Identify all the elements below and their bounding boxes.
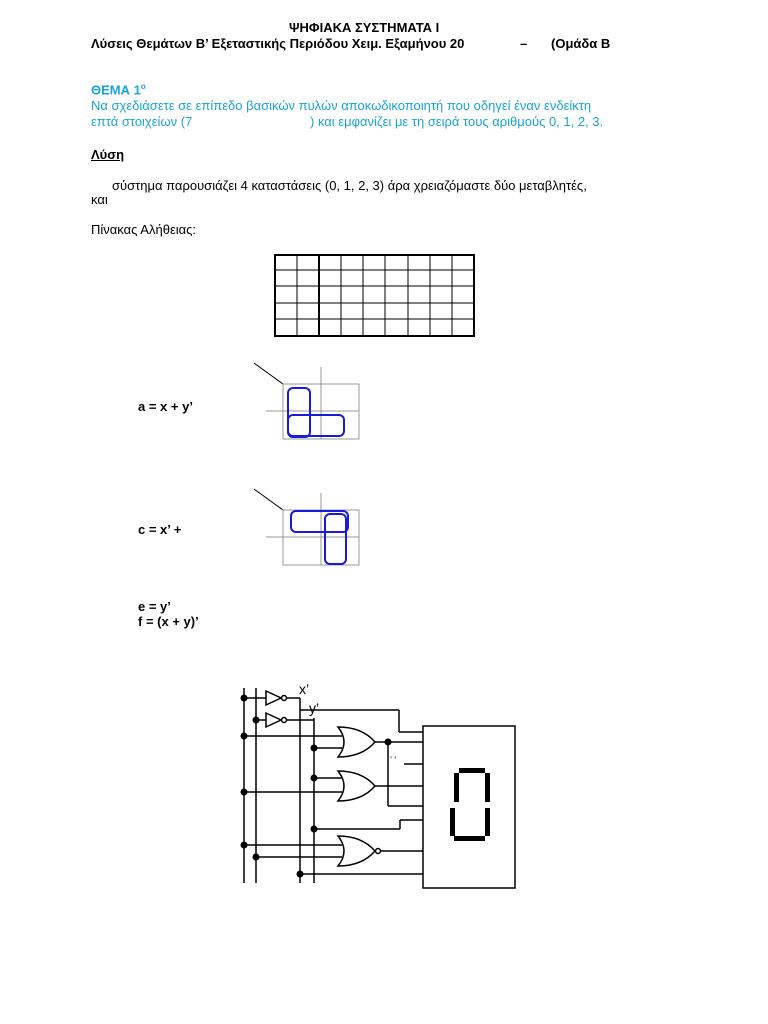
junction-dot [311, 745, 318, 752]
solution-heading: Λύση [91, 147, 125, 162]
junction-dot [297, 871, 304, 878]
nor-gate [338, 836, 375, 866]
subtitle-dash: – [520, 36, 528, 51]
kmap-diagonal [254, 363, 283, 384]
question-heading-text: ΘΕΜΑ 1 [91, 82, 141, 98]
junction-dots [241, 695, 392, 878]
junction-dot [385, 739, 392, 746]
page-subtitle: Λύσεις Θεμάτων Β’ Εξεταστικής Περιόδου Χειμ. Εξαμήνου 20 [91, 36, 465, 51]
seven-segment-display [423, 726, 515, 888]
segment-b [485, 773, 490, 802]
kmap-loop [288, 388, 310, 437]
junction-dot [241, 789, 248, 796]
equation-e: e = y’ [138, 599, 171, 614]
junction-dot [311, 775, 318, 782]
equation-c: c = x’ + [138, 522, 182, 537]
segment-a [459, 768, 485, 773]
or-gate-2 [338, 771, 375, 801]
junction-dot [241, 695, 248, 702]
segment-f [454, 773, 459, 802]
equation-a: a = x + y’ [138, 399, 193, 414]
truth-table-border [275, 255, 474, 336]
kmap-c [254, 489, 359, 565]
page-title: ΨΗΦΙΑΚΑ ΣΥΣΤΗΜΑΤΑ Ι [289, 20, 440, 35]
kmap-loop [325, 514, 346, 564]
equation-f: f = (x + y)’ [138, 614, 199, 629]
question-line-2-end: ) και εμφανίζει με τη σειρά τους αριθμούς 0, 1, 2, 3. [310, 114, 604, 129]
nor-bubble [376, 849, 381, 854]
label-x-not: x’ [299, 681, 310, 697]
junction-dot [241, 842, 248, 849]
junction-dot [253, 854, 260, 861]
segment-c [485, 808, 490, 836]
kmap-loop [288, 415, 344, 436]
subtitle-group: (Ομάδα Β [551, 36, 611, 51]
inverter-x [266, 691, 281, 705]
junction-dot [311, 826, 318, 833]
junction-dot [241, 733, 248, 740]
or-gate-1 [338, 727, 375, 757]
question-line-1: Να σχεδιάσετε σε επίπεδο βασικών πυλών αποκωδικοποιητή που οδηγεί έναν ενδείκτη [91, 98, 592, 113]
question-line-2-start: επτά στοιχείων (7 [91, 114, 193, 129]
inverter-y [266, 713, 281, 727]
kmap-diagonal [254, 489, 283, 510]
label-dots: ’ ’ [390, 755, 397, 765]
truth-table [275, 255, 474, 336]
circuit [244, 688, 423, 883]
truth-table-label: Πίνακας Αλήθειας: [91, 222, 197, 237]
solution-paragraph-line-1: σύστημα παρουσιάζει 4 καταστάσεις (0, 1, 2, 3) άρα χρειαζόμαστε δύο μεταβλητές, [112, 178, 587, 193]
question-heading-sup: ο [140, 82, 146, 91]
kmap-a [254, 363, 359, 439]
inverter-bubble [282, 718, 287, 723]
label-y-not: y’ [309, 700, 320, 716]
segment-g-off [459, 802, 485, 806]
segment-e [450, 808, 455, 836]
solution-paragraph-line-2: και [91, 192, 108, 207]
junction-dot [253, 717, 260, 724]
segment-d [454, 836, 485, 841]
display-box [423, 726, 515, 888]
inverter-bubble [282, 696, 287, 701]
